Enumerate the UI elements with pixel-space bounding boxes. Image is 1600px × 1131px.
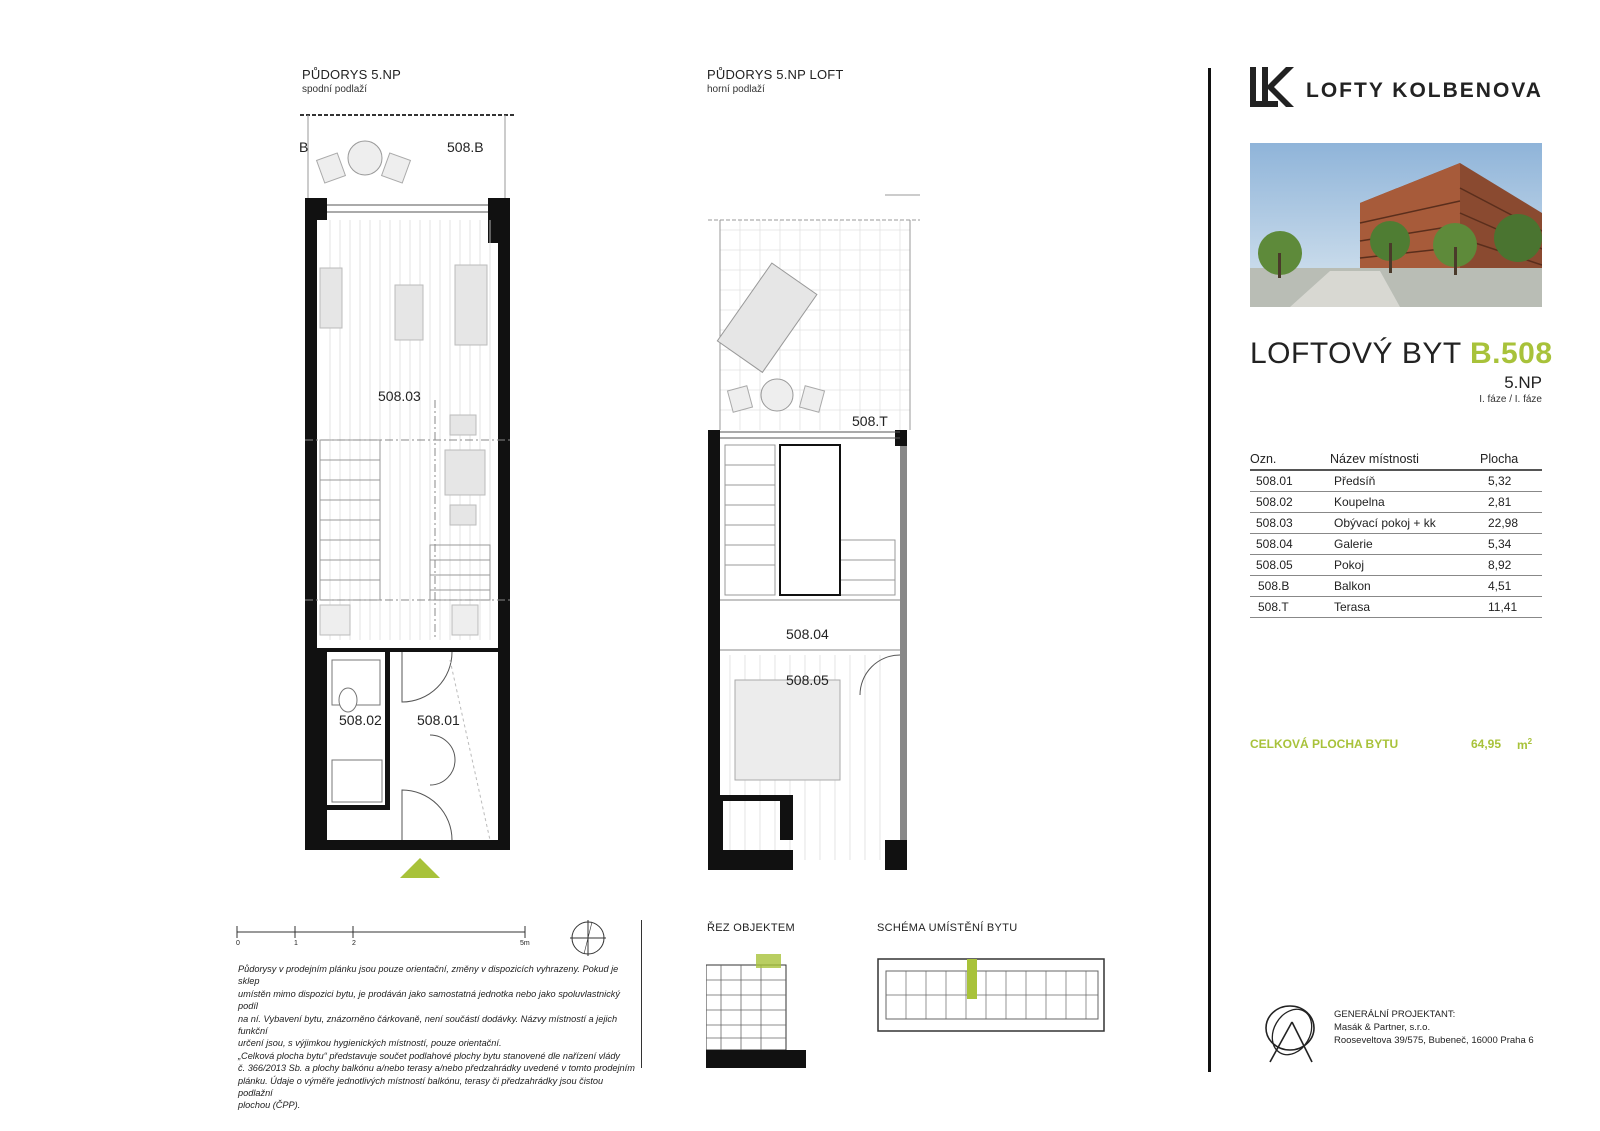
disclaimer-line: Půdorysy v prodejním plánku jsou pouze orientační, změny v dispozicích vyhrazeny. Pokud je sklep [238, 964, 619, 987]
row-area: 8,92 [1480, 555, 1542, 576]
row-area: 4,51 [1480, 576, 1542, 597]
row-name: Terasa [1330, 597, 1480, 618]
table-row [1250, 470, 1542, 492]
room-label-508b-partial: B [299, 139, 309, 155]
designer-heading: GENERÁLNÍ PROJEKTANT: [1334, 1009, 1456, 1020]
row-area: 2,81 [1480, 492, 1542, 513]
brand-name: LOFTY KOLBENOVA [1306, 79, 1543, 102]
lower-plan-title: PŮDORYS 5.NP [302, 67, 401, 82]
row-code: 508.02 [1250, 492, 1330, 513]
total-area-unit [1517, 737, 1532, 752]
vertical-divider [1208, 68, 1211, 1072]
lower-floor-plan [290, 100, 530, 900]
disclaimer-line: umístěn mimo dispozici bytu, je prodáván jako samostatná jednotka nebo jako spoluvlastnický podíl [238, 988, 620, 1012]
scale-tick-5: 5m [520, 940, 530, 947]
row-code: 508.03 [1250, 513, 1330, 534]
col-header-area: Plocha [1480, 450, 1542, 470]
disclaimer-line: určení jsou, s výjimkou hygienických místností, pouze orientační. [238, 1038, 502, 1049]
disclaimer-line: „Celková plocha bytu“ představuje součet podlahové plochy bytu stanovené dle nařízení vlády [238, 1050, 621, 1061]
room-label-508b: 508.B [447, 139, 484, 155]
upper-floor-plan [700, 180, 940, 900]
row-area: 11,41 [1480, 597, 1542, 618]
room-label-50804: 508.04 [786, 626, 829, 642]
disclaimer-line: plochou (ČPP). [238, 1100, 301, 1111]
row-name: Koupelna [1330, 492, 1480, 513]
table-row [1250, 513, 1542, 534]
upper-plan-title: PŮDORYS 5.NP LOFT [707, 67, 844, 82]
table-row [1250, 597, 1542, 618]
row-code: 508.T [1250, 597, 1330, 618]
scale-tick-0: 0 [236, 940, 240, 947]
room-label-508t: 508.T [852, 413, 888, 429]
row-area: 5,34 [1480, 534, 1542, 555]
apartment-title-prefix: LOFTOVÝ BYT [1250, 337, 1462, 370]
row-area: 5,32 [1480, 470, 1542, 492]
building-photo [1250, 143, 1542, 307]
room-label-50803: 508.03 [378, 388, 421, 404]
disclaimer-line: na ní. Vybavení bytu, znázorněno čárkovaně, není součástí dodávky. Názvy místností a jejich funkční [238, 1013, 618, 1037]
designer-address: Rooseveltova 39/575, Bubeneč, 16000 Praha 6 [1334, 1035, 1534, 1046]
lk-logo-icon [1248, 67, 1300, 109]
apartment-floor: 5.NP [1504, 373, 1542, 392]
schema-title: SCHÉMA UMÍSTĚNÍ BYTU [877, 922, 1018, 934]
row-code: 508.04 [1250, 534, 1330, 555]
row-name: Obývací pokoj + kk [1330, 513, 1480, 534]
apartment-code: B.508 [1469, 337, 1553, 370]
lower-plan-subtitle: spodní podlaží [302, 84, 368, 95]
table-row [1250, 576, 1542, 597]
col-header-name: Název místnosti [1330, 450, 1480, 470]
designer-logo-icon [1262, 1000, 1320, 1066]
row-area: 22,98 [1480, 513, 1542, 534]
disclaimer-line: plánku. Údaje o výměře jednotlivých místností balkónu, terasy či předzahrádky jsou čistou podlažní [238, 1075, 604, 1099]
row-name: Balkon [1330, 576, 1480, 597]
location-schema-drawing [876, 955, 1108, 1035]
bottom-divider [641, 920, 642, 1068]
rooms-table [1250, 450, 1542, 618]
row-name: Galerie [1330, 534, 1480, 555]
disclaimer-text [238, 963, 638, 1112]
row-name: Pokoj [1330, 555, 1480, 576]
building-section-drawing [706, 950, 806, 1070]
scale-bar [235, 920, 535, 950]
table-row [1250, 555, 1542, 576]
table-header-row [1250, 450, 1542, 470]
apartment-phase: I. fáze / I. fáze [1479, 394, 1542, 405]
north-arrow-icon [568, 918, 612, 962]
general-designer [1334, 1008, 1534, 1047]
room-label-50802: 508.02 [339, 712, 382, 728]
scale-tick-1: 1 [294, 940, 298, 947]
designer-company: Masák & Partner, s.r.o. [1334, 1022, 1431, 1033]
table-row [1250, 492, 1542, 513]
section-title: ŘEZ OBJEKTEM [707, 922, 795, 934]
total-area-label: CELKOVÁ PLOCHA BYTU [1250, 737, 1399, 751]
total-unit-sup: 2 [1527, 737, 1533, 746]
total-area-value: 64,95 [1471, 737, 1502, 751]
col-header-code: Ozn. [1250, 450, 1330, 470]
table-row [1250, 534, 1542, 555]
row-code: 508.01 [1250, 470, 1330, 492]
row-code: 508.05 [1250, 555, 1330, 576]
upper-plan-subtitle: horní podlaží [707, 84, 765, 95]
disclaimer-line: č. 366/2013 Sb. a plochy balkónu a/nebo terasy a/nebo předzahrádky uvedené v tomto prodejním [238, 1063, 635, 1074]
row-name: Předsíň [1330, 470, 1480, 492]
room-label-50801: 508.01 [417, 712, 460, 728]
scale-tick-2: 2 [352, 940, 356, 947]
total-unit: m [1517, 738, 1528, 752]
apartment-title [1250, 337, 1553, 371]
row-code: 508.B [1250, 576, 1330, 597]
room-label-50805: 508.05 [786, 672, 829, 688]
